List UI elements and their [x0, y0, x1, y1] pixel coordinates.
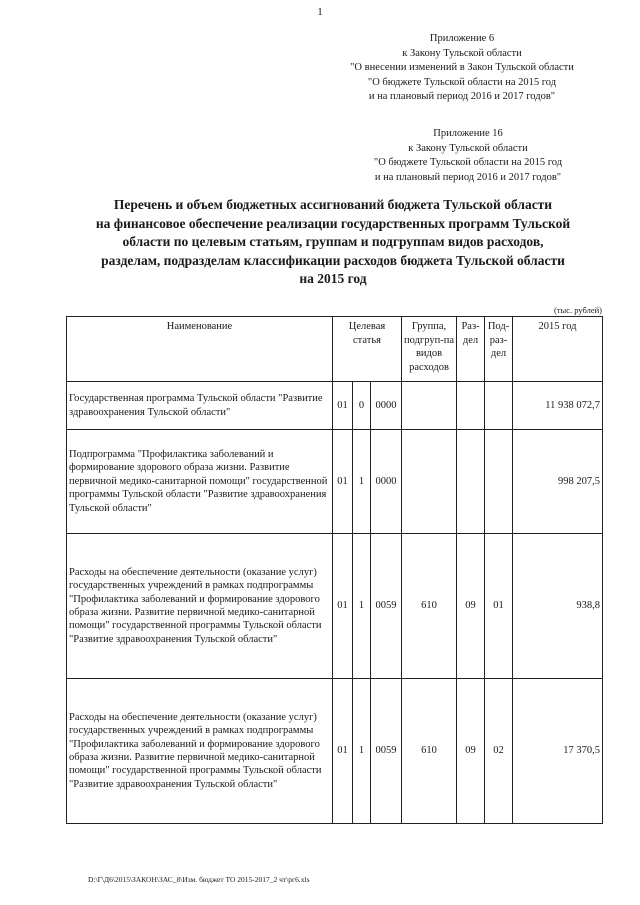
header-subsection: Под-раз-дел: [485, 317, 513, 382]
row-program-code: 01: [333, 382, 353, 430]
row-name: Расходы на обеспечение деятельности (оказание услуг) государственных учреждений в рамках подпрограммы "Профилактика заболеваний и формирование здорового образа жизни. Развитие первичной медико-санитарной помощи" государственной программы Тульской области "Развитие здравоохранения Тульской области": [67, 679, 333, 824]
row-amount: 17 370,5: [513, 679, 603, 824]
row-direction-code: 0000: [371, 430, 402, 534]
row-subsection: [485, 430, 513, 534]
row-expense-group: [402, 430, 457, 534]
row-subsection: 01: [485, 534, 513, 679]
annex-line: к Закону Тульской области: [408, 142, 528, 154]
row-subsection: [485, 382, 513, 430]
table-row: [67, 679, 603, 824]
row-subsection: 02: [485, 679, 513, 824]
row-expense-group: 610: [402, 679, 457, 824]
row-program-code: 01: [333, 679, 353, 824]
title-line: на финансовое обеспечение реализации государственных программ Тульской: [95, 215, 571, 231]
row-section: 09: [457, 679, 485, 824]
header-section: Раз-дел: [457, 317, 485, 382]
annex-line: Приложение 16: [433, 128, 503, 139]
row-section: 09: [457, 534, 485, 679]
title-line: разделам, подразделам классификации расходов бюджета Тульской области: [101, 252, 565, 268]
table-row: [67, 382, 603, 430]
row-section: [457, 382, 485, 430]
row-amount: 998 207,5: [513, 430, 603, 534]
row-name: Государственная программа Тульской области "Развитие здравоохранения Тульской области": [67, 382, 333, 430]
document-title: [60, 196, 606, 289]
annex-line: Приложение 6: [429, 33, 495, 44]
title-line: на 2015 год: [299, 271, 367, 287]
annex-line: и на плановый период 2016 и 2017 годов": [368, 91, 556, 103]
annex-line: "О внесении изменений в Закон Тульской области: [350, 62, 574, 74]
table-row: [67, 430, 603, 534]
row-expense-group: 610: [402, 534, 457, 679]
row-name: Расходы на обеспечение деятельности (оказание услуг) государственных учреждений в рамках подпрограммы "Профилактика заболеваний и формирование здорового образа жизни. Развитие первичной медико-санитарной помощи" государственной программы Тульской области "Развитие здравоохранения Тульской области": [67, 534, 333, 679]
row-amount: 11 938 072,7: [513, 382, 603, 430]
budget-allocation-table: [66, 316, 603, 824]
annex-reference-original: [318, 127, 618, 185]
title-line: Перечень и объем бюджетных ассигнований бюджета Тульской области: [113, 197, 553, 212]
row-subprogram-code: 1: [353, 534, 371, 679]
units-note: (тыс. рублей): [553, 305, 602, 315]
row-program-code: 01: [333, 430, 353, 534]
title-line: области по целевым статьям, группам и подгруппам видов расходов,: [122, 234, 544, 250]
table-row: [67, 534, 603, 679]
row-subprogram-code: 1: [353, 679, 371, 824]
row-direction-code: 0059: [371, 679, 402, 824]
header-target-article: Целевая статья: [333, 317, 402, 382]
row-program-code: 01: [333, 534, 353, 679]
header-expense-group: Группа, подгруп-па видов расходов: [402, 317, 457, 382]
row-direction-code: 0000: [371, 382, 402, 430]
annex-line: к Закону Тульской области: [402, 47, 522, 59]
table-header-row: [67, 317, 603, 382]
row-direction-code: 0059: [371, 534, 402, 679]
header-year-2015: 2015 год: [513, 317, 603, 382]
row-amount: 938,8: [513, 534, 603, 679]
row-expense-group: [402, 382, 457, 430]
file-path-footer: D:\Г\Д6\2015\ЗАКОН\ЗАС_8\Изм. бюджет ТО 2015-2017_2 чт\рг6.xls: [88, 875, 310, 884]
row-subprogram-code: 1: [353, 430, 371, 534]
row-section: [457, 430, 485, 534]
header-name: Наименование: [67, 317, 333, 382]
row-name: Подпрограмма "Профилактика заболеваний и формирование здорового образа жизни. Развитие первичной медико-санитарной помощи" государственной программы Тульской области "Развитие здравоохранения Тульской области": [67, 430, 333, 534]
annex-line: "О бюджете Тульской области на 2015 год: [373, 157, 563, 169]
page-number: 1: [317, 6, 323, 18]
row-subprogram-code: 0: [353, 382, 371, 430]
annex-line: "О бюджете Тульской области на 2015 год: [367, 76, 557, 88]
annex-line: и на плановый период 2016 и 2017 годов": [374, 171, 562, 183]
annex-reference-current: [312, 32, 612, 105]
